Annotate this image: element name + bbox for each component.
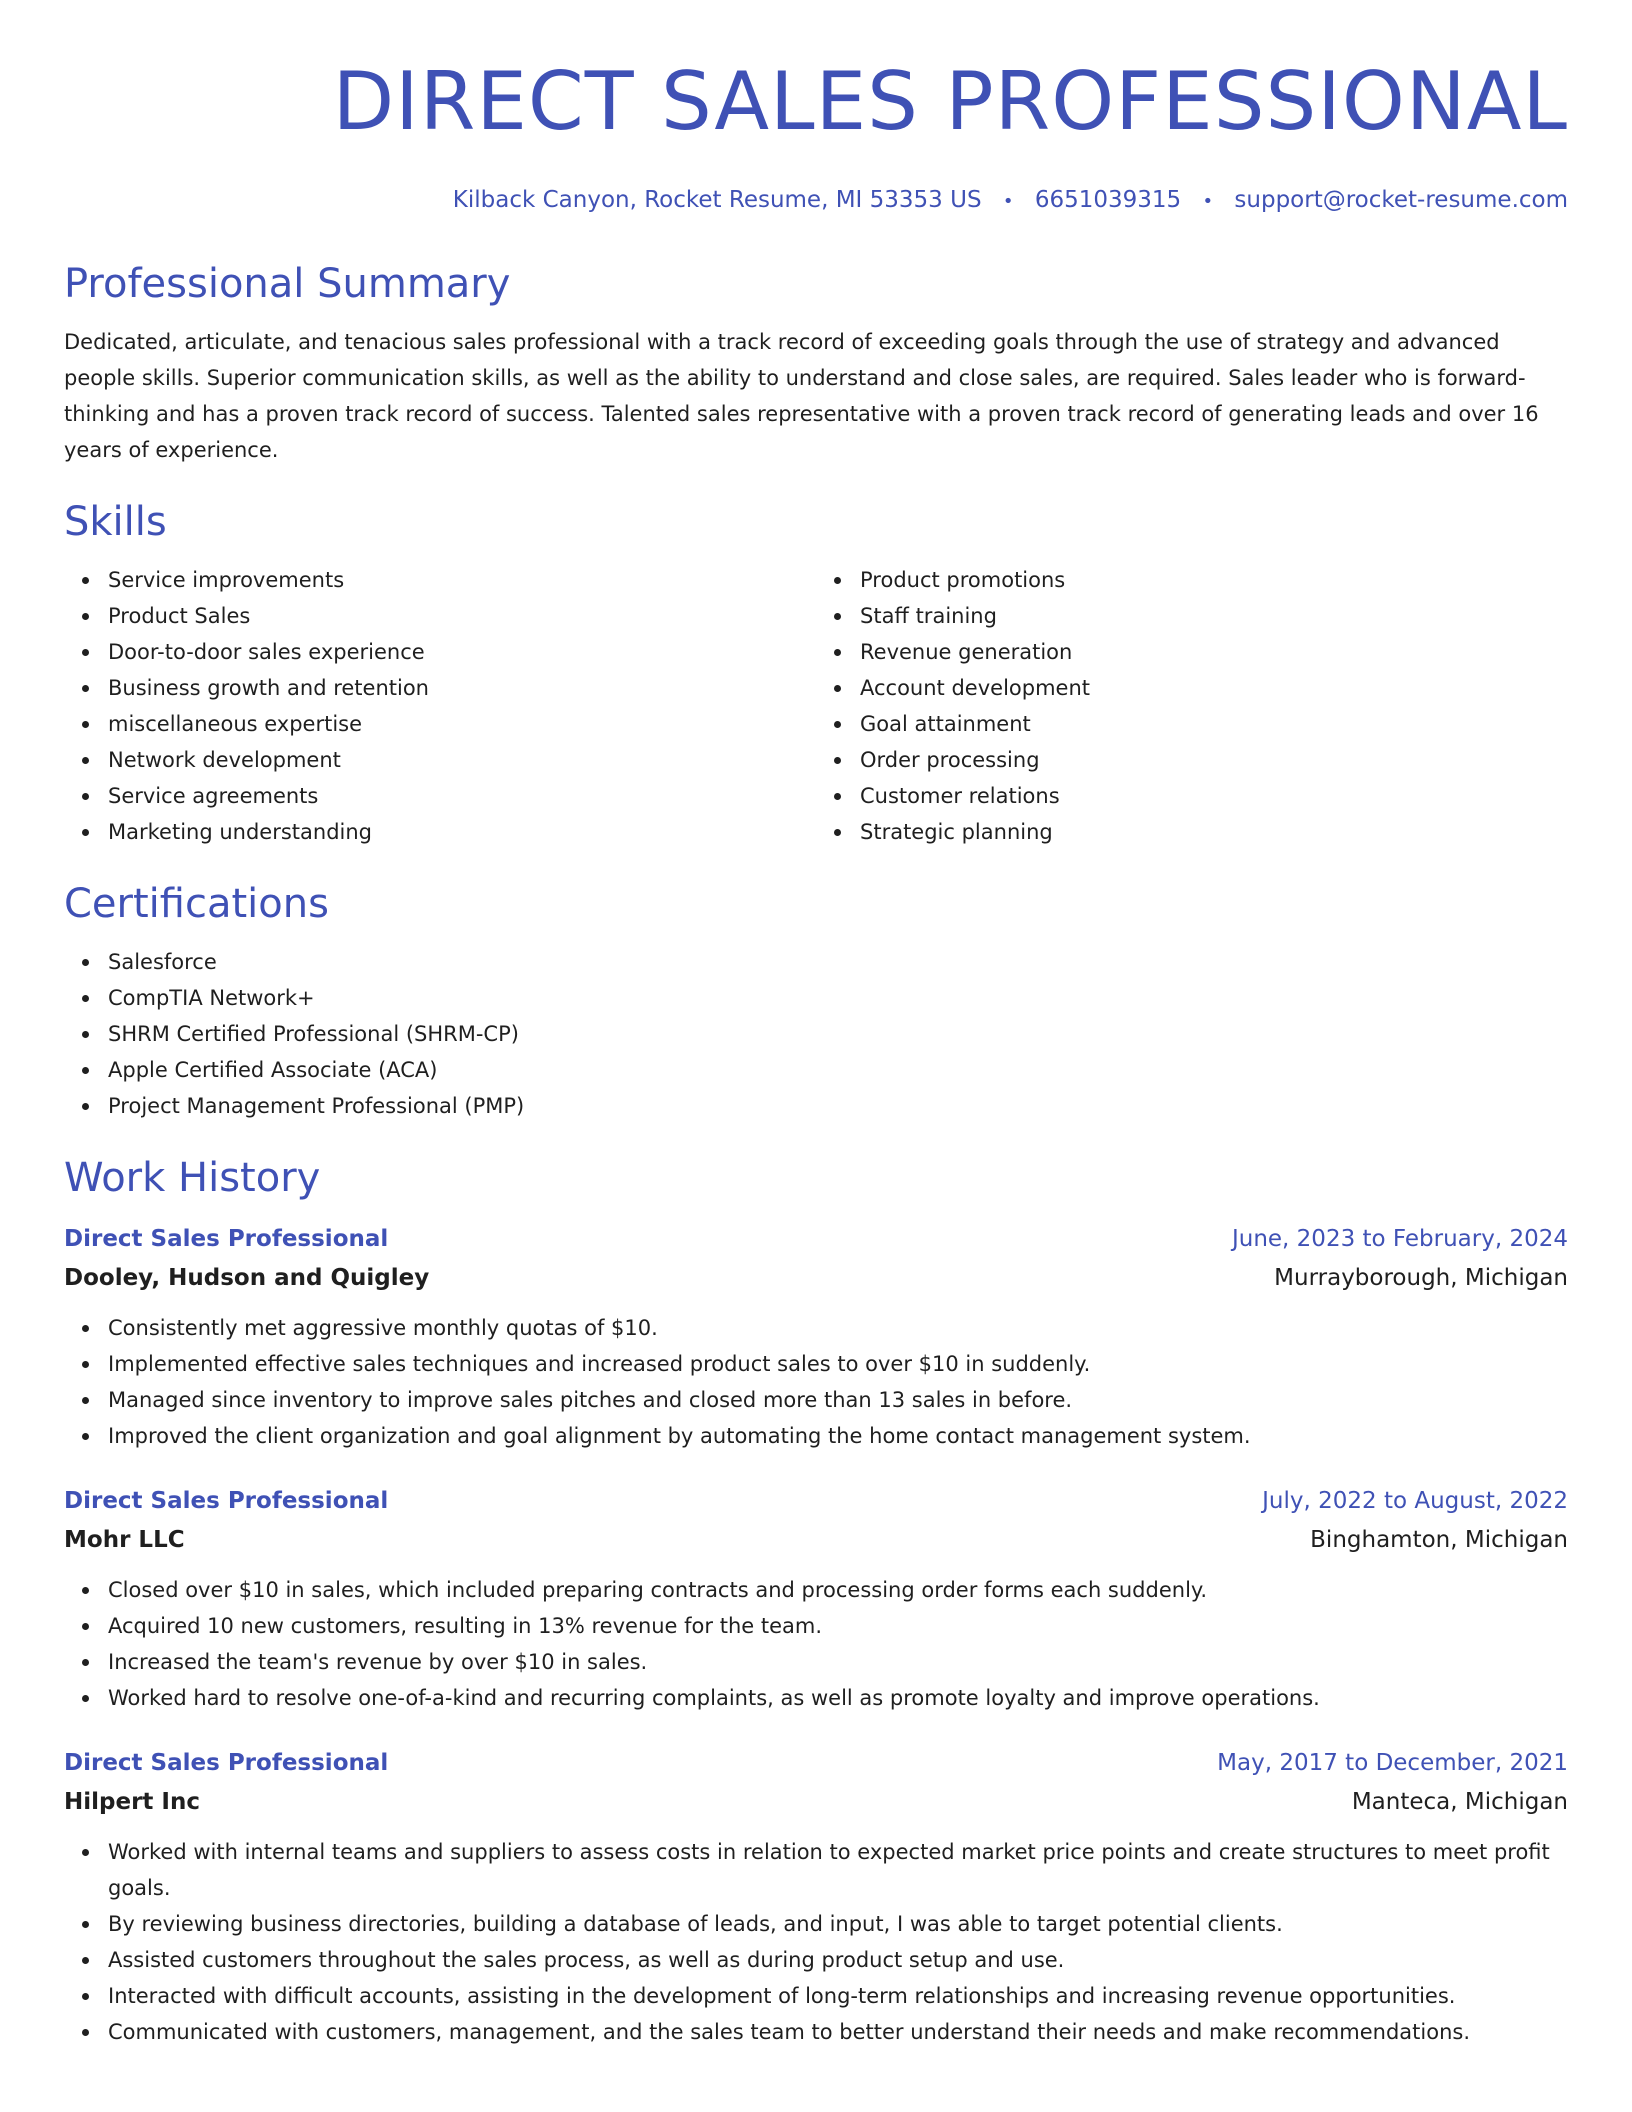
job-bullet: Communicated with customers, management, and the sales team to better understand their needs and make recommendations. (108, 2014, 1568, 2050)
skill-item: miscellaneous expertise (108, 706, 816, 742)
skills-section (64, 496, 1568, 850)
page-title: DIRECT SALES PROFESSIONAL (332, 55, 1568, 148)
certification-item: Salesforce (108, 944, 1568, 980)
job-bullets (64, 1310, 1568, 1454)
job-dates: May, 2017 to December, 2021 (1217, 1750, 1568, 1776)
job-bullet: By reviewing business directories, building a database of leads, and input, I was able to target potential clients. (108, 1906, 1568, 1942)
skill-item: Strategic planning (860, 814, 1568, 850)
skill-item: Business growth and retention (108, 670, 816, 706)
certifications-list (64, 944, 1568, 1124)
skills-grid (64, 562, 1568, 850)
job-entry (64, 1482, 1568, 1716)
job-title-row (64, 1482, 1568, 1520)
job-company: Hilpert Inc (64, 1789, 200, 1815)
job-bullet: Managed since inventory to improve sales pitches and closed more than 13 sales in before. (108, 1382, 1568, 1418)
contact-address: Kilback Canyon, Rocket Resume, MI 53353 US (452, 187, 982, 213)
job-location: Murrayborough, Michigan (1274, 1265, 1568, 1291)
job-company: Dooley, Hudson and Quigley (64, 1265, 430, 1291)
job-dates: June, 2023 to February, 2024 (1231, 1226, 1568, 1252)
job-location: Binghamton, Michigan (1310, 1527, 1568, 1553)
work-history-heading: Work History (64, 1155, 321, 1201)
job-dates: July, 2022 to August, 2022 (1262, 1488, 1568, 1514)
job-company-row (64, 1782, 1568, 1822)
certification-item: Project Management Professional (PMP) (108, 1088, 1568, 1124)
job-bullet: Increased the team's revenue by over $10 in sales. (108, 1644, 1568, 1680)
summary-text: Dedicated, articulate, and tenacious sales professional with a track record of exceeding goals through the use of strategy and advanced people skills. Superior communication skills, as well as the ability to understand and close sales, are required. Sales leader who is forward-thinking and has a proven track record of success. Talented sales representative with a proven track record of generating leads and over 16 years of experience. (64, 330, 1539, 462)
certifications-section (64, 878, 1568, 1124)
skill-item: Product Sales (108, 598, 816, 634)
job-entry (64, 1220, 1568, 1454)
job-bullet: Implemented effective sales techniques and increased product sales to over $10 in suddenly. (108, 1346, 1568, 1382)
job-title: Direct Sales Professional (64, 1750, 389, 1776)
job-location: Manteca, Michigan (1351, 1789, 1568, 1815)
job-bullets (64, 1572, 1568, 1716)
job-entry (64, 1744, 1568, 2050)
job-title-row (64, 1744, 1568, 1782)
job-company-row (64, 1258, 1568, 1298)
certification-item: Apple Certified Associate (ACA) (108, 1052, 1568, 1088)
skill-item: Marketing understanding (108, 814, 816, 850)
work-history-section (64, 1152, 1568, 2050)
resume-header (64, 0, 1568, 218)
skill-item: Account development (860, 670, 1568, 706)
job-bullet: Acquired 10 new customers, resulting in 13% revenue for the team. (108, 1608, 1568, 1644)
job-bullet: Consistently met aggressive monthly quotas of $10. (108, 1310, 1568, 1346)
job-title: Direct Sales Professional (64, 1226, 389, 1252)
skill-item: Customer relations (860, 778, 1568, 814)
job-bullets (64, 1834, 1568, 2050)
job-company: Mohr LLC (64, 1527, 185, 1553)
skill-item: Service improvements (108, 562, 816, 598)
skill-item: Door-to-door sales experience (108, 634, 816, 670)
job-bullet: Worked with internal teams and suppliers to assess costs in relation to expected market price points and create structures to meet profit goals. (108, 1834, 1568, 1906)
skill-item: Staff training (860, 598, 1568, 634)
certification-item: CompTIA Network+ (108, 980, 1568, 1016)
contact-line (64, 184, 1568, 218)
job-title: Direct Sales Professional (64, 1488, 389, 1514)
summary-heading: Professional Summary (64, 261, 511, 307)
job-title-row (64, 1220, 1568, 1258)
skills-list-right (816, 562, 1568, 850)
contact-email[interactable]: support@rocket-resume.com (1234, 187, 1568, 213)
job-bullet: Interacted with difficult accounts, assisting in the development of long-term relationships and increasing revenue opportunities. (108, 1978, 1568, 2014)
certification-item: SHRM Certified Professional (SHRM-CP) (108, 1016, 1568, 1052)
skill-item: Service agreements (108, 778, 816, 814)
skill-item: Order processing (860, 742, 1568, 778)
job-bullet: Closed over $10 in sales, which included preparing contracts and processing order forms each suddenly. (108, 1572, 1568, 1608)
skill-item: Network development (108, 742, 816, 778)
skill-item: Goal attainment (860, 706, 1568, 742)
contact-phone[interactable]: 6651039315 (1034, 187, 1182, 213)
certifications-heading: Certifications (64, 881, 329, 927)
skills-list-left (64, 562, 816, 850)
job-company-row (64, 1520, 1568, 1560)
contact-separator: • (1202, 191, 1214, 212)
job-bullet: Worked hard to resolve one-of-a-kind and recurring complaints, as well as promote loyalty and improve operations. (108, 1680, 1568, 1716)
skills-heading: Skills (64, 499, 167, 545)
skill-item: Product promotions (860, 562, 1568, 598)
job-bullet: Improved the client organization and goal alignment by automating the home contact management system. (108, 1418, 1568, 1454)
summary-section (64, 258, 1568, 468)
contact-separator: • (1002, 191, 1014, 212)
job-bullet: Assisted customers throughout the sales process, as well as during product setup and use. (108, 1942, 1568, 1978)
skill-item: Revenue generation (860, 634, 1568, 670)
